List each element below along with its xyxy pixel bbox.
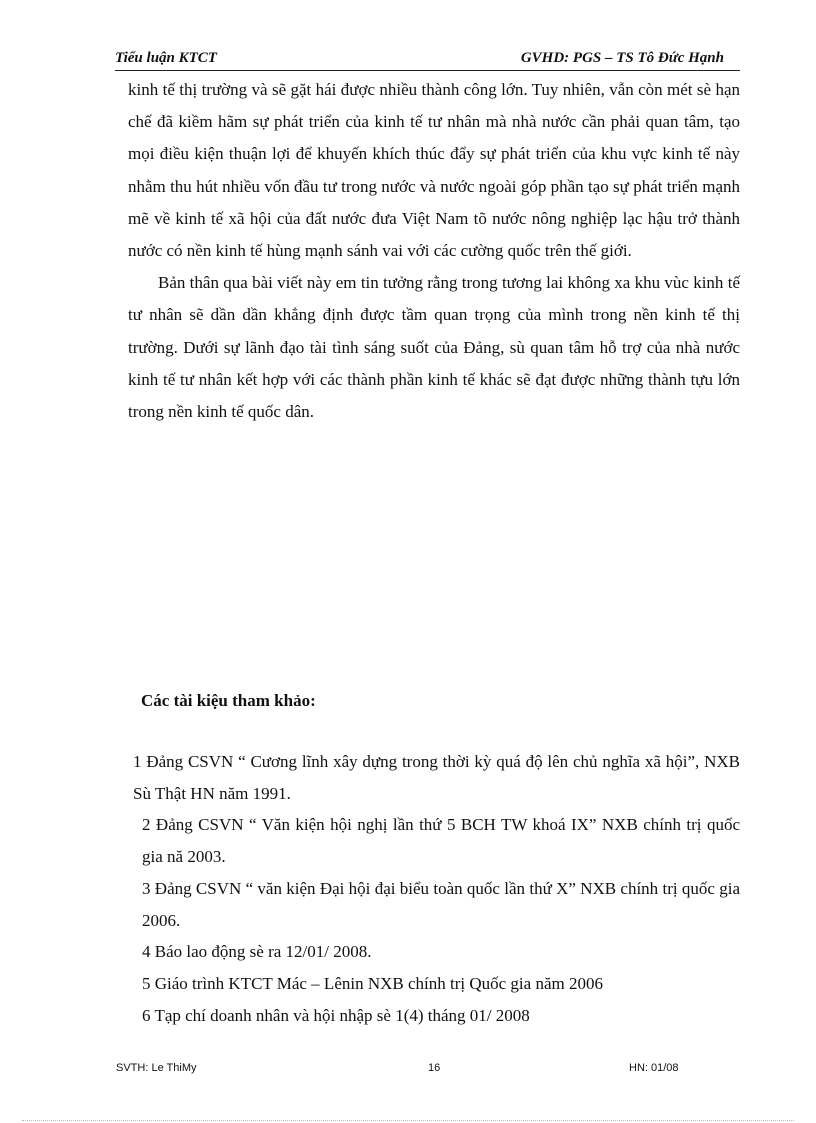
reference-item: 3 Đảng CSVN “ văn kiện Đại hội đại biểu toàn quốc lần thứ X” NXB chính trị quốc gia 2006. [142,878,740,930]
reference-item: 5 Giáo trình KTCT Mác – Lênin NXB chính trị Quốc gia năm 2006 [142,973,603,993]
footer-student: SVTH: Le ThiMy [116,1062,197,1074]
header-course-title: Tiểu luận KTCT [115,50,217,66]
body-text [128,74,740,428]
page-bottom-divider [22,1120,794,1121]
references-list [133,746,740,1031]
reference-item: 2 Đảng CSVN “ Văn kiện hội nghị lần thứ 5 BCH TW khoá IX” NXB chính trị quốc gia nă 2003. [142,815,740,867]
page-header [115,48,740,71]
reference-item: 1 Đảng CSVN “ Cương lĩnh xây dựng trong thời kỳ quá độ lên chủ nghĩa xã hội”, NXB Sù Thật HN năm 1991. [133,752,740,803]
header-instructor: GVHD: PGS – TS Tô Đức Hạnh [520,50,724,66]
reference-item: 6 Tạp chí doanh nhân và hội nhập sè 1(4) tháng 01/ 2008 [142,1005,530,1025]
reference-item: 4 Báo lao động sè ra 12/01/ 2008. [142,942,372,962]
footer-page-number: 16 [428,1062,441,1074]
paragraph-2: Bản thân qua bài viết này em tin tưởng rằng trong tương lai không xa khu vùc kinh tế tư nhân sẽ dần dần khẳng định được tầm quan trọng của mình trong nền kinh tế thị trường. Dưới sự lãnh đạo tài tình sáng suốt của Đảng, sù quan tâm hỗ trợ của nhà nước kinh tế tư nhân kết hợp với các thành phần kinh tế khác sẽ đạt được những thành tựu lớn trong nền kinh tế quốc dân. [128,273,740,422]
references-title: Các tài kiệu tham khảo: [141,691,316,710]
paragraph-1: kinh tế thị trường và sẽ gặt hái được nhiều thành công lớn. Tuy nhiên, vẫn còn mét sè hạn chế đã kiềm hãm sự phát triển của kinh tế tư nhân mà nhà nước cần phải quan tâm, tạo mọi điều kiện thuận lợi để khuyến khích thúc đẩy sự phát triển của khu vực kinh tế này nhằm thu hút nhiều vốn đầu tư trong nước và nước ngoài góp phần tạo sự phát triển mạnh mẽ về kinh tế xã hội của đất nước đưa Việt Nam tõ nước nông nghiệp lạc hậu trở thành nước có nền kinh tế hùng mạnh sánh vai với các cường quốc trên thế giới. [128,80,740,261]
footer-date: HN: 01/08 [629,1062,679,1074]
